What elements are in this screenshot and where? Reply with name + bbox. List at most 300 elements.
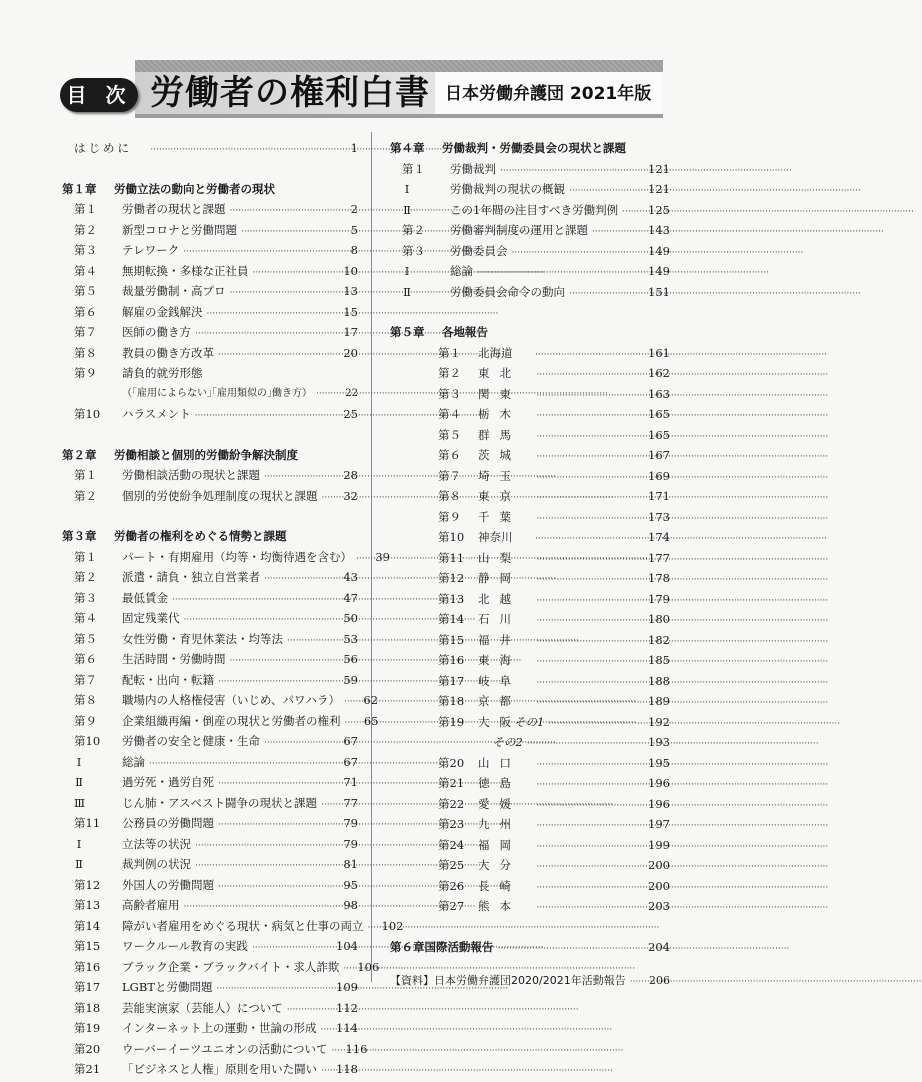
entry-number: 第18 — [74, 1000, 101, 1015]
entry-part: その1 — [514, 714, 545, 729]
leader-dots — [252, 938, 332, 959]
toc-entry[interactable] — [390, 282, 670, 303]
toc-entry[interactable] — [62, 711, 379, 732]
entry-page: 174 — [648, 530, 670, 544]
toc-entry[interactable] — [62, 486, 358, 507]
leader-dots — [368, 918, 378, 939]
entry-title: 高齢者雇用 — [122, 898, 180, 912]
entry-title: 労働委員会 — [450, 243, 508, 258]
toc-entry[interactable] — [390, 159, 670, 180]
leader-dots — [536, 570, 644, 591]
entry-page: 195 — [648, 755, 670, 770]
entry-title: 立法等の状況 — [122, 836, 191, 851]
chapter-number: 第１章 — [62, 181, 97, 196]
entry-title: 無期転換・多様な正社員 — [122, 263, 249, 278]
toc-entry[interactable] — [390, 261, 670, 282]
entry-title: はじめに — [74, 141, 132, 155]
entry-title: 東海 — [478, 653, 521, 667]
region-report-entry[interactable] — [390, 876, 670, 897]
entry-title: 福井 — [478, 632, 521, 647]
entry-number: 第１ — [74, 549, 97, 564]
toc-entry[interactable] — [390, 179, 670, 200]
entry-number: 第２ — [74, 488, 97, 503]
leader-dots — [548, 714, 644, 735]
entry-page: 28 — [343, 468, 358, 482]
entry-page: 193 — [648, 735, 670, 749]
chapter-heading-3[interactable] — [62, 526, 358, 547]
toc-entry-appendix[interactable] — [390, 971, 670, 992]
chapter-number: 第５章 — [390, 325, 425, 339]
entry-page: 10 — [343, 263, 358, 278]
entry-number: 第17 — [74, 980, 101, 994]
toc-entry[interactable] — [390, 220, 670, 241]
entry-page: 125 — [648, 202, 670, 217]
toc-entry[interactable] — [62, 1018, 358, 1039]
entry-number: Ⅰ — [404, 264, 410, 278]
toc-entry[interactable] — [62, 302, 358, 323]
entry-title: 最低賃金 — [122, 590, 168, 605]
toc-entry[interactable] — [62, 567, 358, 588]
leader-dots — [320, 1020, 332, 1041]
leader-dots — [321, 795, 334, 816]
entry-number: 第10 — [74, 734, 101, 748]
entry-number: 第20 — [438, 755, 465, 770]
chapter-heading-1[interactable] — [62, 179, 358, 200]
leader-dots — [216, 979, 332, 1000]
region-report-entry[interactable] — [390, 855, 670, 876]
entry-page: 121 — [648, 182, 670, 196]
toc-entry[interactable] — [62, 690, 379, 711]
entry-title: 芸能実演家（芸能人）について — [122, 1000, 283, 1015]
chapter-number: 第２章 — [62, 447, 97, 462]
publisher-edition: 日本労働弁護団 2021年版 — [445, 84, 652, 104]
toc-entry[interactable] — [390, 200, 670, 221]
toc-entry[interactable] — [62, 1039, 368, 1060]
leader-dots — [264, 733, 334, 754]
entry-title: 労働者の現状と課題 — [122, 202, 226, 216]
leader-dots — [536, 775, 644, 796]
toc-entry[interactable] — [62, 752, 358, 773]
toc-entry[interactable] — [62, 465, 358, 486]
entry-page: 65 — [363, 713, 379, 728]
leader-dots — [195, 324, 334, 345]
entry-number: 第３ — [402, 243, 425, 258]
entry-title: この1年間の注目すべき労働判例 — [450, 202, 619, 217]
entry-page: 200 — [648, 858, 670, 872]
leader-dots — [622, 202, 644, 223]
entry-title: 埼玉 — [478, 468, 521, 483]
entry-number: 第10 — [74, 407, 101, 421]
region-report-entry[interactable] — [390, 589, 670, 610]
region-report-entry[interactable] — [390, 650, 670, 671]
entry-page: 151 — [648, 284, 670, 299]
entry-page: 50 — [343, 611, 358, 625]
entry-page: 206 — [649, 974, 670, 987]
entry-number: Ⅰ — [76, 836, 82, 851]
toc-entry[interactable] — [62, 998, 358, 1019]
entry-number: 第６ — [438, 448, 461, 462]
entry-title: 裁量労働制・高プロ — [122, 284, 226, 298]
entry-title: 東北 — [478, 366, 521, 380]
toc-entry[interactable] — [62, 854, 358, 875]
leader-dots — [218, 672, 334, 693]
entry-page: 165 — [648, 427, 670, 442]
entry-number: 第11 — [74, 816, 101, 830]
toc-entry[interactable] — [62, 731, 358, 752]
toc-entry[interactable] — [62, 588, 358, 609]
entry-title: 静岡 — [478, 571, 521, 585]
chapter-title: 各地報告 — [442, 325, 488, 339]
leader-dots — [535, 345, 644, 366]
region-report-entry[interactable] — [390, 671, 670, 692]
region-report-entry[interactable] — [390, 691, 670, 712]
entry-number: 第19 — [74, 1021, 101, 1035]
toc-entry[interactable] — [62, 547, 390, 568]
leader-dots — [569, 284, 644, 305]
entry-page: 62 — [363, 693, 379, 707]
entry-number: Ⅱ — [75, 857, 83, 871]
toc-entry[interactable] — [62, 199, 358, 220]
toc-entry[interactable] — [62, 793, 358, 814]
entry-title: 女性労働・育児休業法・均等法 — [122, 631, 283, 646]
toc-entry[interactable] — [62, 834, 358, 855]
entry-number: 第15 — [74, 939, 101, 953]
entry-page: 5 — [350, 222, 358, 237]
entry-number: 第15 — [438, 632, 465, 647]
entry-title: ウーバーイーツユニオンの活動について — [122, 1041, 328, 1056]
leader-dots — [356, 549, 366, 570]
entry-title: じん肺・アスベスト闘争の現状と課題 — [122, 795, 318, 810]
entry-title: 「ビジネスと人権」原則を用いた闘い — [122, 1062, 318, 1076]
chapter-title: 国際活動報告 — [424, 939, 494, 954]
entry-title: 京都 — [478, 694, 521, 708]
leader-dots — [536, 611, 644, 632]
toc-entry-note[interactable] — [62, 384, 358, 405]
toc-entry[interactable] — [62, 1059, 358, 1080]
entry-page: 25 — [343, 407, 358, 421]
entry-page: 98 — [343, 898, 358, 912]
chapter-title: 労働裁判・労働委員会の現状と課題 — [442, 141, 626, 155]
entry-title: 熊本 — [478, 899, 521, 913]
entry-number: 第８ — [438, 489, 461, 503]
toc-left-column — [62, 138, 404, 1080]
toc-entry[interactable] — [62, 875, 358, 896]
toc-entry[interactable] — [62, 343, 358, 364]
entry-title: 労働審判制度の運用と課題 — [450, 223, 588, 237]
entry-page: 71 — [343, 775, 358, 789]
entry-page: 112 — [336, 1000, 358, 1015]
chapter-heading-6[interactable] — [390, 937, 670, 958]
entry-page: 106 — [357, 959, 380, 974]
entry-title: 山口 — [478, 755, 521, 770]
entry-number: 第９ — [438, 509, 461, 524]
entry-page: 182 — [648, 632, 670, 647]
toc-entry[interactable] — [62, 813, 358, 834]
region-report-entry[interactable] — [390, 404, 670, 425]
toc-entry[interactable] — [390, 241, 670, 262]
leader-dots — [345, 713, 355, 734]
entry-page: 81 — [343, 857, 358, 871]
entry-title: 茨城 — [478, 448, 521, 462]
leader-dots — [230, 283, 335, 304]
region-report-entry[interactable] — [390, 896, 670, 917]
entry-number: 第25 — [438, 858, 465, 872]
entry-page: 20 — [343, 345, 358, 360]
region-report-entry[interactable] — [390, 486, 670, 507]
entry-page: 43 — [343, 570, 358, 584]
entry-page: 67 — [343, 734, 358, 748]
leader-dots — [536, 427, 644, 448]
entry-page: 199 — [648, 837, 670, 852]
entry-title: 配転・出向・転籍 — [122, 672, 214, 687]
leader-dots — [536, 816, 644, 837]
entry-number: 第26 — [438, 878, 465, 893]
leader-dots — [332, 1041, 342, 1062]
entry-title: 公務員の労働問題 — [122, 816, 214, 830]
toc-entry[interactable] — [62, 322, 358, 343]
chapter-title: 労働者の権利をめぐる情勢と課題 — [114, 529, 287, 543]
entry-number: 第８ — [74, 693, 97, 707]
entry-title: 裁判例の状況 — [122, 857, 191, 871]
entry-title: テレワーク — [122, 243, 180, 257]
region-report-entry[interactable] — [390, 425, 670, 446]
leader-dots — [195, 856, 334, 877]
entry-page: 173 — [648, 509, 670, 524]
banner-bottom-bar — [135, 114, 663, 118]
entry-number: 第７ — [74, 672, 97, 687]
toc-entry[interactable] — [62, 649, 358, 670]
entry-page: 203 — [648, 899, 670, 913]
entry-page: 171 — [648, 489, 670, 503]
entry-page: 22 — [345, 387, 358, 399]
toc-entry[interactable] — [62, 772, 358, 793]
region-report-entry[interactable] — [390, 630, 670, 651]
region-report-entry[interactable] — [390, 568, 670, 589]
entry-number: 第１ — [438, 345, 461, 360]
toc-entry[interactable] — [62, 957, 380, 978]
toc-entry[interactable] — [62, 670, 358, 691]
contents-badge: 目 次 — [60, 78, 138, 112]
toc-entry[interactable] — [62, 608, 358, 629]
leader-dots — [536, 386, 644, 407]
region-report-entry[interactable] — [390, 835, 670, 856]
entry-page: 149 — [648, 264, 670, 278]
leader-dots — [241, 222, 334, 243]
entry-title: ブラック企業・ブラックバイト・求人詐欺 — [122, 959, 340, 974]
entry-number: 第23 — [438, 817, 465, 831]
entry-number: Ⅱ — [403, 202, 411, 217]
entry-title: 医師の働き方 — [122, 325, 191, 339]
entry-page: 180 — [648, 612, 670, 626]
region-report-entry[interactable] — [390, 527, 670, 548]
entry-page: 121 — [648, 161, 670, 176]
leader-dots — [344, 692, 354, 713]
leader-dots — [184, 610, 335, 631]
toc-entry[interactable] — [62, 281, 358, 302]
entry-title: 福岡 — [478, 837, 521, 852]
toc-entry[interactable] — [62, 895, 358, 916]
chapter-title: 労働相談と個別的労働紛争解決制度 — [114, 447, 298, 462]
leader-dots — [321, 1061, 332, 1082]
region-report-entry[interactable] — [390, 445, 670, 466]
leader-dots — [498, 939, 645, 960]
leader-dots — [207, 304, 335, 325]
entry-number: 第７ — [74, 325, 97, 339]
toc-entry[interactable] — [62, 936, 358, 957]
entry-number: 第８ — [74, 345, 97, 360]
entry-page: 177 — [648, 550, 670, 565]
entry-title: 北海道 — [478, 345, 513, 360]
entry-title: 群馬 — [478, 427, 521, 442]
entry-number: 第５ — [74, 284, 97, 298]
leader-dots — [569, 181, 644, 202]
leader-dots — [536, 509, 644, 530]
leader-dots — [218, 345, 334, 366]
entry-page: 162 — [648, 366, 670, 380]
region-report-entry[interactable] — [390, 753, 670, 774]
entry-number: 第６ — [74, 652, 97, 666]
entry-title: 障がい者雇用をめぐる現状・病気と仕事の両立 — [122, 918, 364, 933]
entry-title: 生活時間・労働時間 — [122, 652, 226, 666]
entry-number: 第７ — [438, 468, 461, 483]
region-report-entry[interactable] — [390, 363, 670, 384]
leader-dots — [536, 406, 644, 427]
entry-page: 39 — [375, 549, 390, 564]
entry-page: 102 — [381, 918, 404, 933]
entry-number: 第２ — [74, 222, 97, 237]
entry-title: 大阪 — [478, 714, 521, 729]
entry-title: 山梨 — [478, 550, 521, 565]
toc-entry[interactable] — [62, 240, 358, 261]
toc-entry[interactable] — [62, 261, 358, 282]
entry-number: 第20 — [74, 1041, 101, 1056]
leader-dots — [253, 263, 335, 284]
entry-page: 79 — [343, 836, 358, 851]
entry-title: ハラスメント — [122, 407, 191, 421]
entry-page: 32 — [343, 488, 358, 503]
entry-number: Ⅱ — [75, 775, 83, 789]
entry-title: 大分 — [478, 858, 521, 872]
region-report-entry[interactable] — [390, 548, 670, 569]
leader-dots — [630, 972, 645, 993]
region-report-entry[interactable] — [390, 466, 670, 487]
chapter-title: 労働立法の動向と労働者の現状 — [114, 181, 275, 196]
entry-title: 新型コロナと労働問題 — [122, 222, 237, 237]
toc-entry-intro[interactable] — [62, 138, 358, 159]
region-report-entry[interactable] — [390, 814, 670, 835]
entry-number: 第３ — [438, 386, 461, 401]
leader-dots — [536, 468, 644, 489]
toc-entry[interactable] — [62, 220, 358, 241]
entry-page: 188 — [648, 673, 670, 688]
entry-number: 第12 — [74, 877, 101, 892]
entry-number: 第５ — [438, 427, 461, 442]
entry-title: 愛媛 — [478, 796, 521, 811]
leader-dots — [477, 263, 644, 284]
toc-entry[interactable] — [62, 363, 358, 384]
toc-entry[interactable] — [62, 916, 404, 937]
leader-dots — [536, 837, 644, 858]
entry-title: 石川 — [478, 612, 521, 626]
entry-part: その2 — [492, 735, 523, 749]
chapter-number: 第３章 — [62, 529, 97, 543]
region-report-entry[interactable] — [390, 507, 670, 528]
entry-title: 職場内の人格権侵害（いじめ、パワハラ） — [122, 693, 341, 707]
leader-dots — [172, 590, 334, 611]
entry-number: 第21 — [438, 776, 465, 790]
entry-title: （｢雇用によらない｣｢雇用類似の｣働き方） — [122, 387, 312, 399]
region-report-entry[interactable] — [390, 609, 670, 630]
entry-page: 79 — [343, 816, 358, 830]
entry-page: 95 — [343, 877, 358, 892]
chapter-heading-4[interactable] — [390, 138, 670, 159]
entry-number: 第13 — [438, 591, 465, 606]
entry-page: 15 — [343, 304, 358, 319]
leader-dots — [230, 651, 335, 672]
chapter-heading-5[interactable] — [390, 322, 670, 343]
entry-title: 総論 — [450, 264, 473, 278]
leader-dots — [527, 734, 644, 755]
entry-page: 204 — [648, 939, 670, 954]
entry-number: Ⅰ — [76, 754, 82, 769]
entry-number: Ⅲ — [74, 795, 86, 810]
leader-dots — [536, 857, 644, 878]
entry-number: 第３ — [74, 590, 97, 605]
toc-entry[interactable] — [62, 629, 358, 650]
chapter-heading-2[interactable] — [62, 445, 358, 466]
entry-title: 個別的労使紛争処理制度の現状と課題 — [122, 488, 318, 503]
leader-dots — [500, 161, 644, 182]
entry-title: 北越 — [478, 591, 521, 606]
entry-title: LGBTと労働問題 — [122, 980, 213, 994]
entry-page: 169 — [648, 468, 670, 483]
leader-dots — [536, 488, 644, 509]
region-report-entry[interactable] — [390, 794, 670, 815]
leader-dots — [218, 774, 334, 795]
entry-title: 千葉 — [478, 509, 521, 524]
entry-title: ワークルール教育の実践 — [122, 939, 248, 953]
toc-entry[interactable] — [62, 977, 358, 998]
entry-number: 第１ — [74, 202, 97, 216]
entry-number: 第２ — [402, 223, 425, 237]
entry-page: 179 — [648, 591, 670, 606]
entry-title: 解雇の金銭解決 — [122, 304, 203, 319]
entry-page: 118 — [336, 1062, 358, 1076]
entry-number: 第９ — [74, 713, 97, 728]
region-report-entry[interactable] — [390, 343, 670, 364]
leader-dots — [150, 140, 334, 161]
entry-number: Ⅱ — [403, 284, 411, 299]
entry-number: 第16 — [74, 959, 101, 974]
toc-entry[interactable] — [62, 404, 358, 425]
entry-page: 109 — [336, 980, 358, 994]
region-report-entry[interactable] — [390, 773, 670, 794]
region-report-entry[interactable] — [390, 712, 670, 733]
entry-page: 56 — [343, 652, 358, 666]
entry-page: 116 — [345, 1041, 368, 1056]
region-report-entry[interactable] — [390, 384, 670, 405]
leader-dots — [230, 201, 335, 222]
leader-dots — [316, 384, 334, 405]
entry-number: 第12 — [438, 571, 465, 585]
entry-page: 167 — [648, 448, 670, 462]
entry-number: 第４ — [74, 263, 97, 278]
region-report-entry[interactable] — [390, 732, 670, 753]
entry-title: 過労死・過労自死 — [122, 775, 214, 789]
leader-dots — [287, 631, 334, 652]
leader-dots — [264, 569, 334, 590]
leader-dots — [536, 898, 644, 919]
